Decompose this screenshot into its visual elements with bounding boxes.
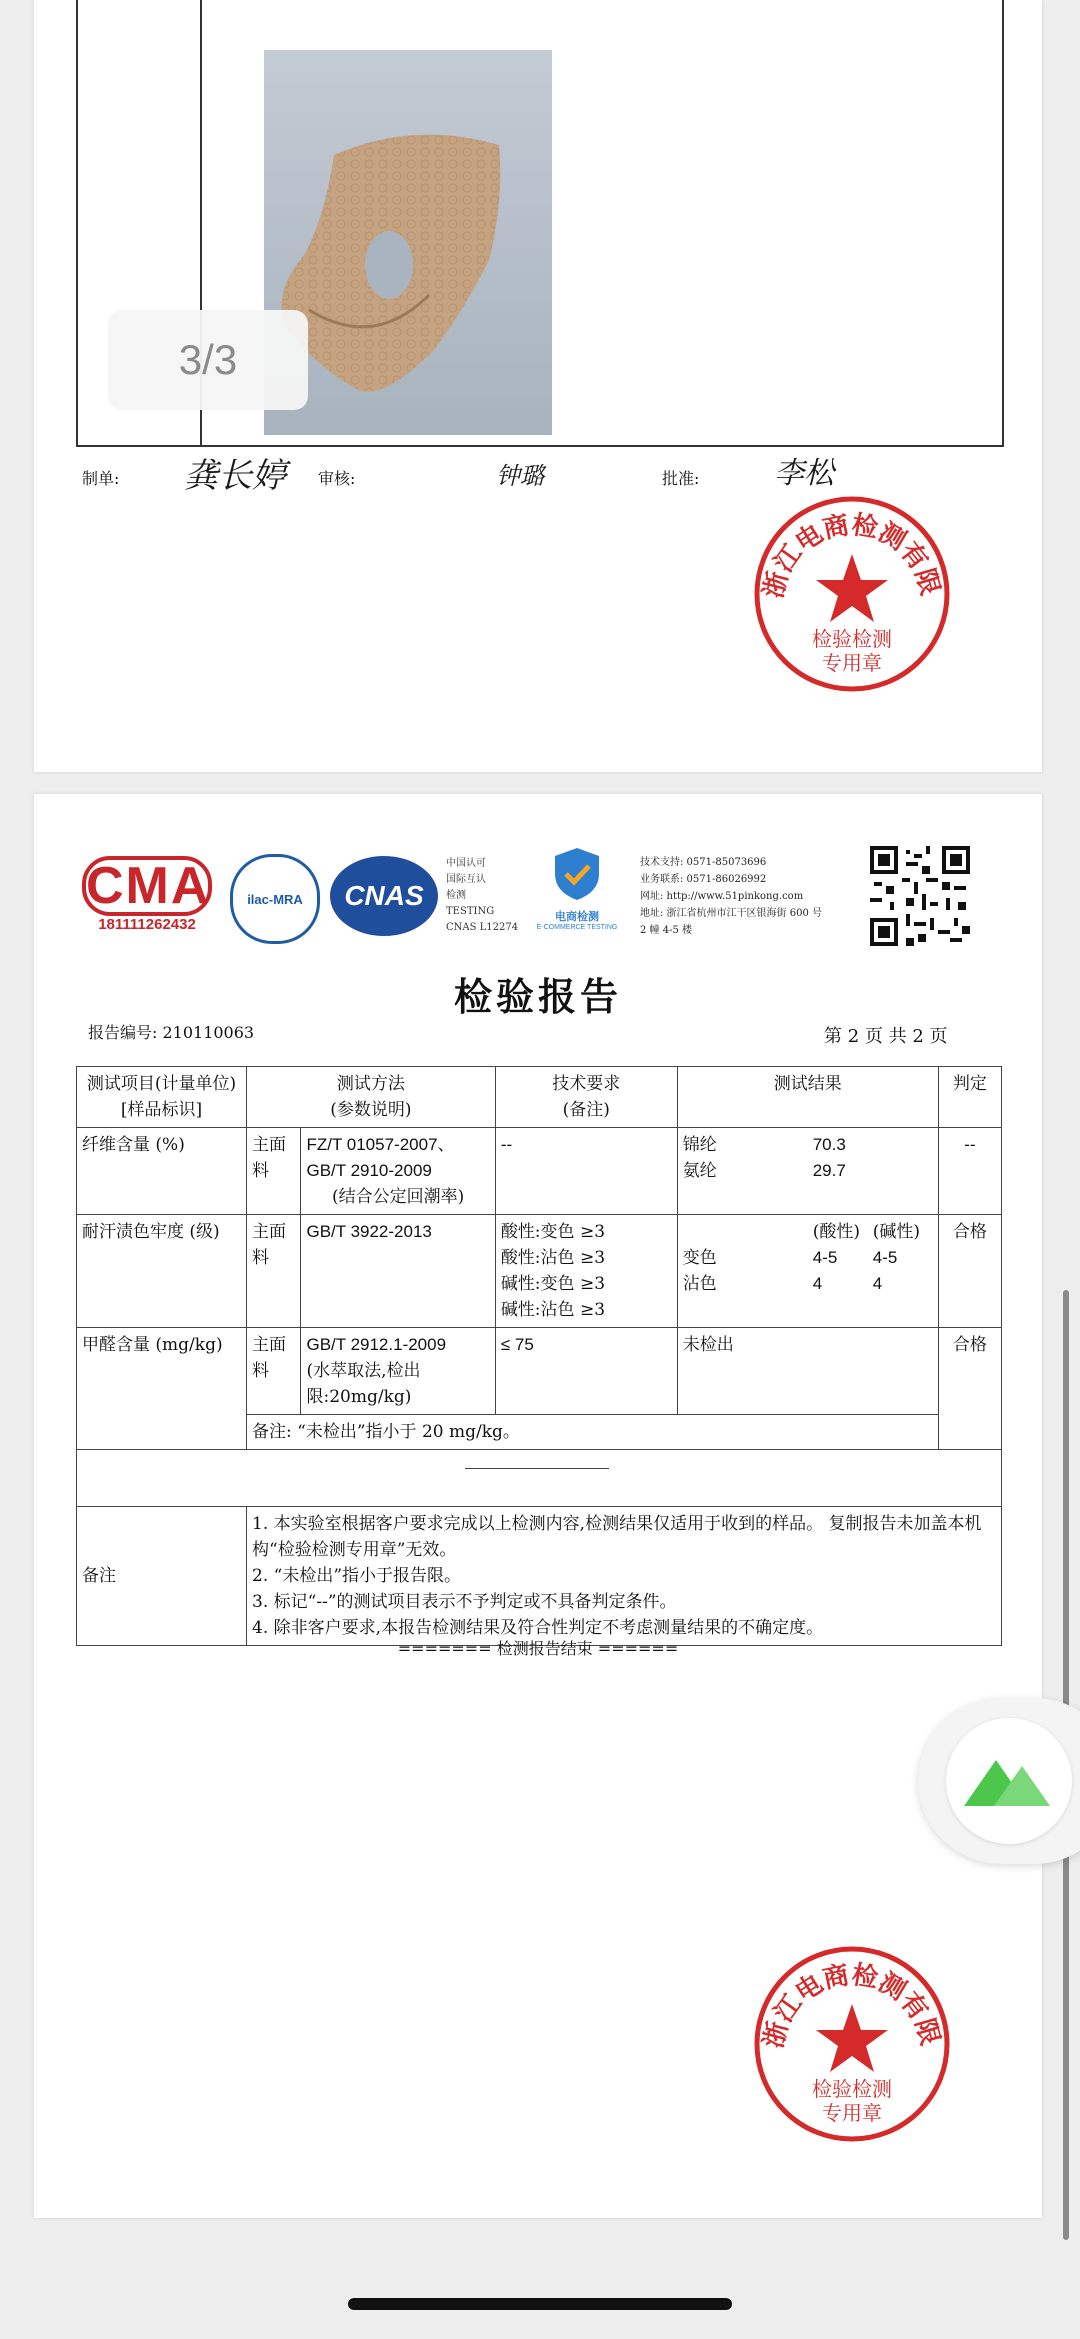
- report-page-2: [34, 794, 1042, 2218]
- page-indicator: 3/3: [108, 310, 308, 410]
- maker-signature: 龚长婷: [184, 456, 286, 496]
- report-table: [76, 1066, 1002, 1646]
- official-stamp: [752, 1944, 952, 2144]
- floating-action-button[interactable]: [918, 1698, 1080, 1864]
- ilac-mra-logo: ilac-MRA: [230, 854, 320, 944]
- table-row: 耐汗渍色牢度 (级) 主面料 GB/T 3922-2013 酸性:变色 ≥3 酸性:沾色 ≥3 碱性:变色 ≥3 碱性:沾色 ≥3 (酸性) (碱性) 变色 4-5 4-5 沾色 4 4 合格: [77, 1215, 1002, 1328]
- reviewer-label: 审核:: [318, 469, 356, 488]
- report-number: 报告编号: 210110063: [88, 1023, 255, 1042]
- approver-label: 批准:: [662, 469, 700, 488]
- stamp-line2: 专用章: [822, 651, 882, 675]
- col-req-header: 技术要求 (备注): [495, 1067, 677, 1128]
- ecommerce-testing-logo: 电商检测 E-COMMERCE TESTING: [522, 844, 632, 931]
- svg-text:浙江电商检测有限公司: 浙江电商检测有限: [758, 1960, 945, 2052]
- table-row-notes: 备注 1. 本实验室根据客户要求完成以上检测内容,检测结果仅适用于收到的样品。 复制报告未加盖本机构“检验检测专用章”无效。 2. “未检出”指小于报告限。 3. 标记“--”的测试项目表示不予判定或不具备判定条件。 4. 除非客户要求,本报告检测结果及符合性判定不考虑测量结果的不确定度。: [77, 1507, 1002, 1646]
- table-row-blank: [77, 1450, 1002, 1507]
- report-page-3: [34, 0, 1042, 772]
- table-header-row: [77, 1067, 1002, 1128]
- col-result-header: 测试结果: [677, 1067, 938, 1128]
- table-row-remark: 备注: “未检出”指小于 20 mg/kg。: [77, 1415, 1002, 1450]
- contact-info: 技术支持: 0571-85073696 业务联系: 0571-86026992 网址: http://www.51pinkong.com 地址: 浙江省杭州市江干区银海街 600 号 2 幢 4-5 楼: [640, 857, 822, 936]
- report-title: 检验报告: [453, 974, 622, 1019]
- reviewer-signature: 钟璐: [496, 462, 544, 490]
- stamp-org: 浙江电商检测有限: [758, 510, 945, 602]
- report-end: ======= 检测报告结束 ======: [397, 1639, 679, 1658]
- approver-signature: 李松: [774, 456, 834, 491]
- page-count: 第 2 页 共 2 页: [824, 1026, 948, 1047]
- app-logo-icon: [946, 1718, 1072, 1844]
- col-verdict-header: 判定: [938, 1067, 1001, 1128]
- table-row: 甲醛含量 (mg/kg) 主面料 GB/T 2912.1-2009 (水萃取法,检出限:20mg/kg) ≤ 75 未检出 合格: [77, 1328, 1002, 1415]
- qr-code[interactable]: [870, 846, 970, 946]
- cnas-logo: CNAS: [330, 856, 438, 936]
- svg-text:专用章: 专用章: [822, 2101, 882, 2125]
- home-indicator[interactable]: [348, 2298, 732, 2310]
- cma-number: 181111262432: [98, 916, 196, 933]
- divider: [465, 1468, 609, 1469]
- col-item-header: 测试项目(计量单位) [样品标识]: [77, 1067, 247, 1128]
- cma-logo: CMA 181111262432: [82, 856, 212, 933]
- official-stamp: [752, 494, 952, 694]
- table-row: 纤维含量 (%) 主面料 FZ/T 01057-2007、GB/T 2910-2009 (结合公定回潮率) -- 锦纶 70.3 氨纶 29.7 --: [77, 1128, 1002, 1215]
- maker-label: 制单:: [82, 469, 120, 488]
- svg-text:检验检测: 检验检测: [812, 2077, 892, 2101]
- shield-check-icon: [547, 844, 607, 904]
- cnas-info: 中国认可 国际互认 检测 TESTING CNAS L12274: [446, 858, 519, 933]
- stamp-line1: 检验检测: [812, 627, 892, 651]
- col-method-header: 测试方法 (参数说明): [247, 1067, 496, 1128]
